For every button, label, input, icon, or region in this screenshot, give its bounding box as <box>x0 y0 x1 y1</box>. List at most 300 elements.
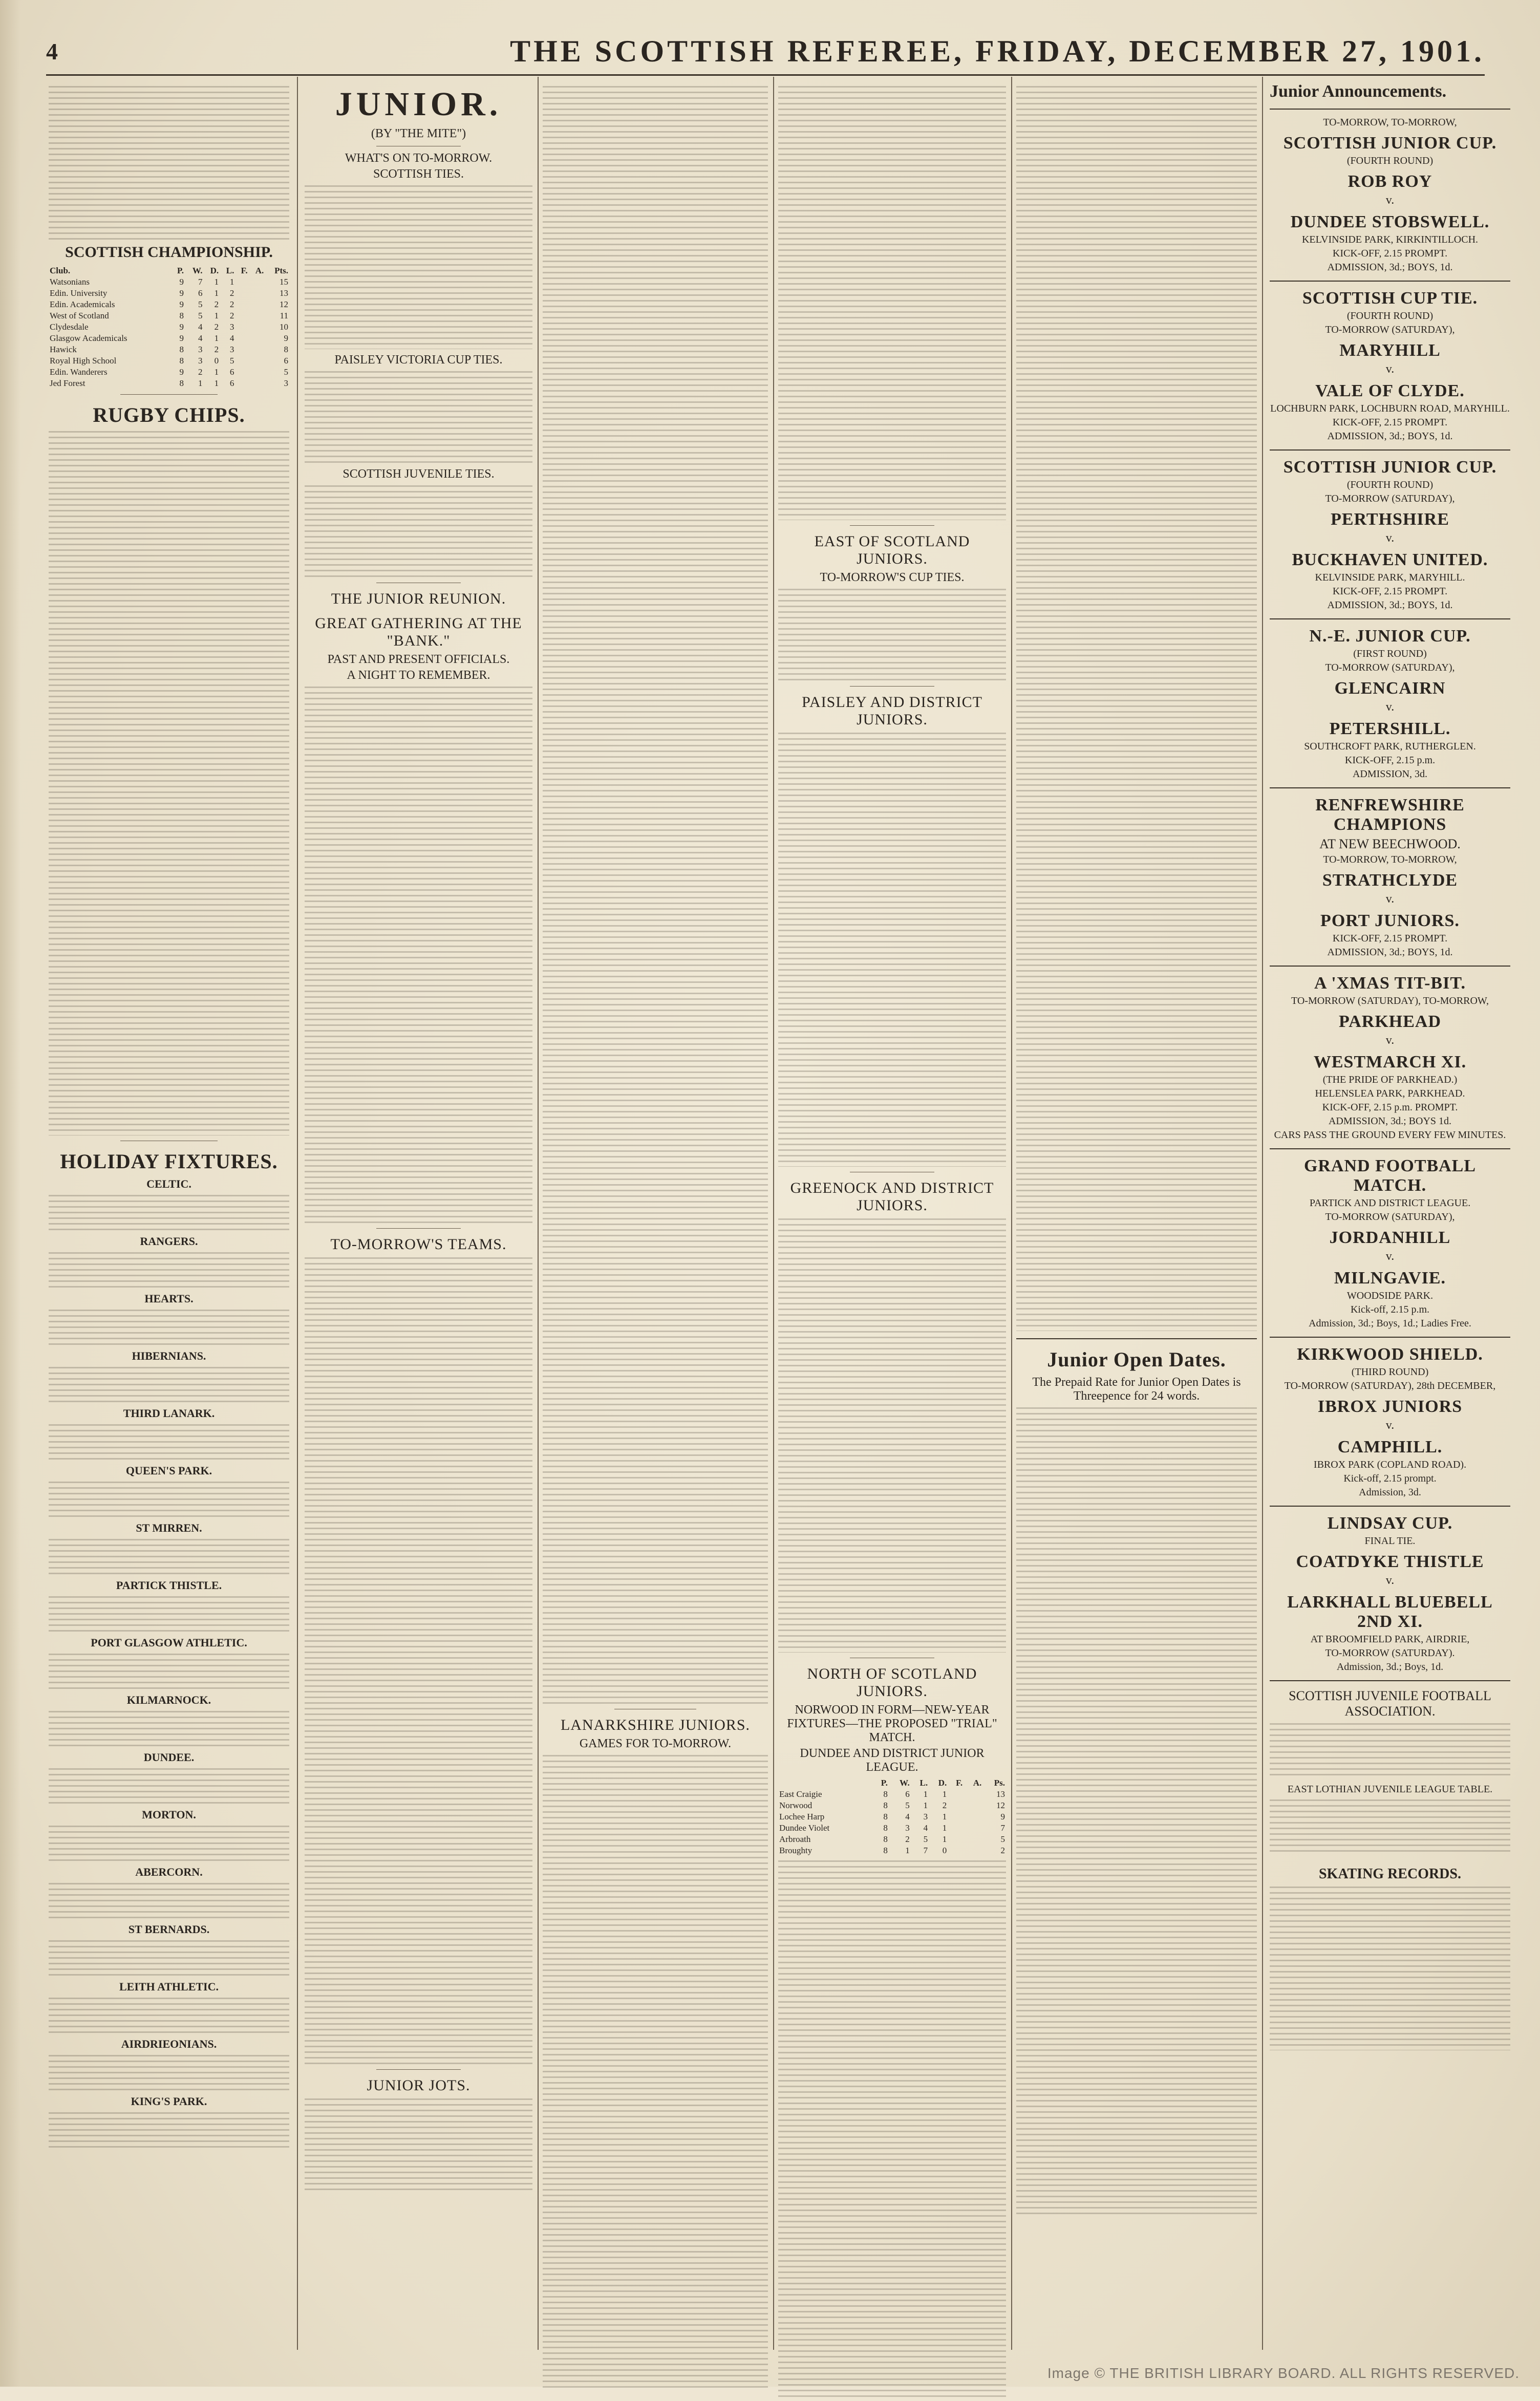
fixture-team-heading: PORT GLASGOW ATHLETIC. <box>91 1636 247 1649</box>
fixture-team-heading: KING'S PARK. <box>131 2095 207 2108</box>
away-team: PORT JUNIORS. <box>1320 911 1460 930</box>
table-cell: 1 <box>214 378 219 388</box>
table-cell: 8 <box>883 1800 888 1810</box>
table-cell <box>249 378 265 389</box>
transport-note: CARS PASS THE GROUND EVERY FEW MINUTES. <box>1274 1129 1506 1141</box>
match-date: TO-MORROW, TO-MORROW, <box>1323 854 1457 865</box>
table-cell: 1 <box>214 367 219 377</box>
table-cell <box>235 299 248 310</box>
home-team: PARKHEAD <box>1338 1012 1442 1031</box>
table-row <box>778 1811 1006 1823</box>
versus: v. <box>1385 1250 1395 1263</box>
fixture-team-heading: DUNDEE. <box>143 1751 195 1764</box>
away-team: VALE OF CLYDE. <box>1315 381 1465 400</box>
table-cell: Norwood <box>779 1800 812 1810</box>
teams-text-block <box>305 1798 532 2064</box>
versus: v. <box>1385 700 1395 714</box>
jots-heading: JUNIOR JOTS. <box>367 2077 470 2094</box>
table-cell: 2 <box>229 299 234 309</box>
table-row <box>778 1789 1006 1800</box>
table-cell: 3 <box>905 1823 910 1833</box>
east-heading: EAST OF SCOTLAND JUNIORS. <box>814 533 970 567</box>
open-dates-list <box>1016 1948 1257 2214</box>
open-dates-list <box>1016 1678 1257 1944</box>
table-cell: 3 <box>284 378 288 388</box>
table-cell <box>235 310 248 321</box>
table-cell: 1 <box>942 1789 947 1799</box>
table-row <box>49 276 289 288</box>
announcement-title: SCOTTISH JUVENILE FOOTBALL ASSOCIATION. <box>1289 1688 1491 1719</box>
divider <box>1270 109 1510 110</box>
divider <box>1270 449 1510 451</box>
table-row <box>49 299 289 310</box>
table-cell: 6 <box>198 288 203 298</box>
match-date: TO-MORROW (SATURDAY), <box>1325 493 1455 504</box>
away-team: PETERSHILL. <box>1329 719 1451 738</box>
announcement-title: RENFREWSHIRE CHAMPIONS <box>1315 796 1465 834</box>
versus: v. <box>1385 892 1395 906</box>
table-title: EAST LOTHIAN JUVENILE LEAGUE TABLE. <box>1287 1784 1493 1795</box>
table-cell: 3 <box>229 322 234 332</box>
table-cell: 5 <box>923 1834 928 1844</box>
table-cell <box>964 1811 982 1823</box>
table-cell: 13 <box>280 288 288 298</box>
junior-heading: JUNIOR. <box>335 85 502 123</box>
table-cell: 8 <box>883 1789 888 1799</box>
article-text-block <box>543 1167 768 1433</box>
open-dates-heading: Junior Open Dates. <box>1047 1348 1226 1371</box>
divider <box>376 1228 461 1229</box>
column-rule <box>297 77 298 2350</box>
table-header-cell: W. <box>192 266 203 275</box>
table-row <box>49 333 289 344</box>
home-team: MARYHILL <box>1339 341 1441 360</box>
fixture-lines <box>49 1711 289 1747</box>
admission: Admission, 3d.; Boys, 1d. <box>1336 1661 1444 1673</box>
versus: v. <box>1385 194 1395 207</box>
cup-ties-list <box>778 589 1006 681</box>
venue: KELVINSIDE PARK, KIRKINTILLOCH. <box>1301 234 1479 245</box>
article-text-block <box>49 972 289 1135</box>
table-header-cell: P. <box>177 266 184 275</box>
admission: Admission, 3d.; Boys, 1d.; Ladies Free. <box>1309 1318 1471 1329</box>
table-cell: 8 <box>284 345 288 354</box>
table-header-cell: D. <box>210 266 219 275</box>
article-text-block <box>543 2121 768 2388</box>
fixture-team-heading: HIBERNIANS. <box>132 1349 206 1362</box>
divider <box>1270 1680 1510 1681</box>
table-cell: Hawick <box>50 345 77 354</box>
table-row <box>778 1800 1006 1811</box>
page-edge-shadow <box>0 0 20 2387</box>
table-cell <box>249 288 265 299</box>
table-cell: 1 <box>942 1823 947 1833</box>
divider <box>376 2069 461 2070</box>
cup-round: (FOURTH ROUND) <box>1346 155 1434 166</box>
table-cell: 5 <box>1000 1834 1005 1844</box>
divider <box>120 394 218 395</box>
table-cell <box>235 321 248 333</box>
fixture-lines <box>49 2112 289 2148</box>
table-cell: Clydesdale <box>50 322 89 332</box>
admission: ADMISSION, 3d.; BOYS 1d. <box>1328 1116 1452 1127</box>
table-cell: 2 <box>214 345 219 354</box>
fixture-team-heading: PARTICK THISTLE. <box>116 1579 222 1592</box>
games-list <box>543 1755 768 1847</box>
article-text-block <box>1016 627 1257 893</box>
announcement-title: LINDSAY CUP. <box>1327 1514 1453 1533</box>
table-header-cell: D. <box>938 1778 947 1788</box>
reunion-subheading: GREAT GATHERING AT THE "BANK." <box>315 615 522 649</box>
table-cell: 5 <box>198 299 203 309</box>
match-date: TO-MORROW (SATURDAY), <box>1325 1211 1455 1223</box>
divider <box>1270 1148 1510 1149</box>
announcement-title: A 'XMAS TIT-BIT. <box>1314 974 1466 993</box>
cup-title: SCOTTISH JUNIOR CUP. <box>1283 458 1497 477</box>
table-cell: 2 <box>229 311 234 320</box>
masthead-rule <box>46 74 1485 76</box>
image-credit: Image © THE BRITISH LIBRARY BOARD. ALL RIGHTS RESERVED. <box>1047 2365 1520 2381</box>
match-date: TO-MORROW (SATURDAY), TO-MORROW, <box>1291 995 1489 1006</box>
article-text-block <box>1016 1167 1257 1331</box>
league-table-header <box>49 265 289 276</box>
table-cell: 2 <box>1000 1846 1005 1855</box>
divider <box>1270 1337 1510 1338</box>
versus: v. <box>1385 1419 1395 1432</box>
fixture-team-heading: ST MIRREN. <box>136 1521 202 1534</box>
table-cell <box>235 344 248 355</box>
home-team: ROB ROY <box>1348 172 1432 191</box>
column-rule <box>1011 77 1012 2350</box>
table-cell: 6 <box>229 378 234 388</box>
table-cell: Broughty <box>779 1846 812 1855</box>
table-cell: Glasgow Academicals <box>50 333 127 343</box>
divider <box>1016 1338 1257 1339</box>
byline: (BY "THE MITE") <box>371 127 466 140</box>
skating-heading: SKATING RECORDS. <box>1319 1866 1461 1882</box>
greenock-heading: GREENOCK AND DISTRICT JUNIORS. <box>790 1180 994 1214</box>
fixture-lines <box>49 1310 289 1345</box>
table-cell: Lochee Harp <box>779 1812 825 1821</box>
article-text-block <box>543 86 768 352</box>
divider <box>1270 1506 1510 1507</box>
article-text-block <box>1016 897 1257 1163</box>
fixture-lines <box>49 1482 289 1517</box>
fixture-lines <box>49 1596 289 1632</box>
divider <box>1270 618 1510 619</box>
table-cell: 9 <box>284 333 288 343</box>
table-cell: 0 <box>942 1846 947 1855</box>
open-dates-list <box>1016 1407 1257 1674</box>
kickoff: Kick-off, 2.15 prompt. <box>1343 1473 1437 1484</box>
fixture-lines <box>49 1826 289 1861</box>
venue: HELENSLEA PARK, PARKHEAD. <box>1315 1088 1465 1099</box>
table-cell <box>249 344 265 355</box>
table-cell: Arbroath <box>779 1834 811 1844</box>
fixture-team-heading: RANGERS. <box>140 1235 198 1248</box>
fixture-lines <box>49 1654 289 1689</box>
fixture-team-heading: HEARTS. <box>144 1292 194 1305</box>
cup-round: (FOURTH ROUND) <box>1346 310 1434 321</box>
table-cell <box>249 321 265 333</box>
home-team: PERTHSHIRE <box>1331 510 1449 529</box>
table-cell: 8 <box>883 1812 888 1821</box>
fixture-lines <box>49 1768 289 1804</box>
fixture-lines <box>49 1883 289 1919</box>
table-cell: 2 <box>214 299 219 309</box>
table-cell: 7 <box>1000 1823 1005 1833</box>
teams-text-block <box>305 1257 532 1524</box>
paisley-heading: PAISLEY AND DISTRICT JUNIORS. <box>802 694 982 728</box>
kickoff: KICK-OFF, 2.15 PROMPT. <box>1332 248 1448 259</box>
fixture-lines <box>49 1539 289 1575</box>
table-cell: 8 <box>883 1823 888 1833</box>
table-cell <box>235 355 248 367</box>
table-cell <box>964 1800 982 1811</box>
fixture-lines <box>49 1998 289 2033</box>
table-cell: 12 <box>280 299 288 309</box>
table-cell <box>948 1834 964 1845</box>
cup-title: SCOTTISH CUP TIE. <box>1302 289 1478 308</box>
divider <box>1270 281 1510 282</box>
table-cell <box>249 310 265 321</box>
whats-on-heading: WHAT'S ON TO-MORROW. <box>345 152 493 165</box>
table-header-cell: A. <box>255 266 264 275</box>
article-text-block <box>543 1851 768 2117</box>
fixture-lines <box>49 1195 289 1231</box>
table-cell: 1 <box>214 288 219 298</box>
table-cell: 1 <box>942 1834 947 1844</box>
table-row <box>778 1823 1006 1834</box>
masthead <box>46 31 1485 72</box>
article-text-block <box>778 1860 1006 2127</box>
venue: AT BROOMFIELD PARK, AIRDRIE, <box>1310 1634 1470 1645</box>
table-cell <box>235 288 248 299</box>
fixture-team-heading: MORTON. <box>142 1808 196 1821</box>
league-table <box>49 265 289 389</box>
dundee-table-header <box>778 1777 1006 1789</box>
table-cell: 5 <box>229 356 234 366</box>
article-text-block <box>49 86 289 240</box>
table-cell: 1 <box>214 311 219 320</box>
ties-heading: PAISLEY VICTORIA CUP TIES. <box>334 353 503 367</box>
table-cell: 8 <box>883 1846 888 1855</box>
kickoff: KICK-OFF, 2.15 PROMPT. <box>1332 933 1448 944</box>
fixture-team-heading: ST BERNARDS. <box>128 1923 210 1936</box>
fixture-lines <box>49 1940 289 1976</box>
article-text-block <box>49 701 289 968</box>
announcement-line: TO-MORROW, TO-MORROW, <box>1323 117 1457 128</box>
table-row <box>49 378 289 389</box>
table-cell: Edin. Wanderers <box>50 367 108 377</box>
announcement-subtitle: AT NEW BEECHWOOD. <box>1319 837 1461 851</box>
table-cell <box>249 299 265 310</box>
article-text-block <box>1016 86 1257 352</box>
table-cell: 9 <box>1000 1812 1005 1821</box>
cup-round: (FIRST ROUND) <box>1353 648 1427 659</box>
article-text-block <box>305 687 532 953</box>
table-cell: 7 <box>923 1846 928 1855</box>
table-row <box>778 1834 1006 1845</box>
article-text-block <box>543 1438 768 1704</box>
cup-round: (THIRD ROUND) <box>1351 1366 1429 1378</box>
table-header-cell: L. <box>919 1778 928 1788</box>
table-cell: 3 <box>923 1812 928 1821</box>
table-cell: 1 <box>214 333 219 343</box>
table-cell: 2 <box>198 367 203 377</box>
column-rule <box>773 77 774 2350</box>
table-cell <box>249 355 265 367</box>
table-cell: 2 <box>905 1834 910 1844</box>
table-cell <box>948 1845 964 1856</box>
table-cell: 6 <box>905 1789 910 1799</box>
admission: ADMISSION, 3d.; BOYS, 1d. <box>1327 431 1453 442</box>
venue: IBROX PARK (COPLAND ROAD). <box>1313 1459 1467 1470</box>
table-cell: Watsonians <box>50 277 90 287</box>
match-date: TO-MORROW (SATURDAY), <box>1325 324 1455 335</box>
lanarkshire-subheading: GAMES FOR TO-MORROW. <box>579 1737 732 1750</box>
lanarkshire-heading: LANARKSHIRE JUNIORS. <box>560 1717 751 1733</box>
masthead-title: THE SCOTTISH REFEREE, FRIDAY, DECEMBER 27, 1901. <box>510 34 1485 68</box>
home-team: STRATHCLYDE <box>1322 871 1458 890</box>
north-heading: NORTH OF SCOTLAND JUNIORS. <box>807 1665 977 1700</box>
away-team: LARKHALL BLUEBELL 2ND XI. <box>1287 1593 1493 1631</box>
table-cell <box>964 1823 982 1834</box>
article-text-block <box>543 356 768 623</box>
article-text-block <box>778 1218 1006 1485</box>
table-header-cell: F. <box>956 1778 963 1788</box>
table-cell: 3 <box>198 356 203 366</box>
north-table-title: DUNDEE AND DISTRICT JUNIOR LEAGUE. <box>800 1747 985 1774</box>
table-cell <box>249 367 265 378</box>
home-team: IBROX JUNIORS <box>1317 1397 1463 1416</box>
table-cell: 8 <box>179 345 184 354</box>
away-team: DUNDEE STOBSWELL. <box>1290 212 1490 231</box>
versus: v. <box>1385 362 1395 376</box>
table-cell: 5 <box>284 367 288 377</box>
kickoff: KICK-OFF, 2.15 p.m. <box>1344 755 1436 766</box>
league-table-title: SCOTTISH CHAMPIONSHIP. <box>65 244 273 261</box>
table-row <box>49 321 289 333</box>
announcement-text-block <box>1270 1723 1510 1780</box>
table-cell: 3 <box>198 345 203 354</box>
home-team: GLENCAIRN <box>1334 679 1446 698</box>
table-cell: 8 <box>179 356 184 366</box>
column-2 <box>305 82 532 2195</box>
table-header-cell: Pts. <box>274 266 288 275</box>
away-team: CAMPHILL. <box>1337 1438 1443 1456</box>
cup-round: (FOURTH ROUND) <box>1346 479 1434 490</box>
table-header-cell: W. <box>900 1778 910 1788</box>
table-cell: Dundee Violet <box>779 1823 830 1833</box>
article-text-block <box>778 1489 1006 1653</box>
east-subheading: TO-MORROW'S CUP TIES. <box>820 571 965 584</box>
fixture-lines <box>49 2055 289 2091</box>
home-team: JORDANHILL <box>1329 1228 1451 1247</box>
night-heading: A NIGHT TO REMEMBER. <box>347 669 490 682</box>
table-cell: 9 <box>179 322 184 332</box>
table-cell: 9 <box>179 277 184 287</box>
table-cell <box>948 1800 964 1811</box>
table-cell: 2 <box>229 288 234 298</box>
announcements-heading: Junior Announcements. <box>1270 82 1447 101</box>
away-team: MILNGAVIE. <box>1334 1269 1446 1288</box>
article-text-block <box>778 733 1006 999</box>
table-header-cell: Club. <box>50 266 71 275</box>
venue: WOODSIDE PARK. <box>1346 1290 1434 1301</box>
admission: ADMISSION, 3d. <box>1352 768 1428 780</box>
match-date: TO-MORROW (SATURDAY), 28th DECEMBER, <box>1284 1380 1496 1391</box>
table-cell: West of Scotland <box>50 311 109 320</box>
team-note: (THE PRIDE OF PARKHEAD.) <box>1322 1074 1458 1085</box>
versus: v. <box>1385 1034 1395 1047</box>
teams-heading: TO-MORROW'S TEAMS. <box>330 1236 507 1253</box>
league-table-body <box>49 276 289 389</box>
table-cell: 10 <box>280 322 288 332</box>
article-text-block <box>305 957 532 1223</box>
reunion-heading: THE JUNIOR REUNION. <box>331 590 506 607</box>
article-text-block <box>778 1003 1006 1167</box>
cup-title: SCOTTISH JUNIOR CUP. <box>1283 134 1497 153</box>
north-subheading: NORWOOD IN FORM—NEW-YEAR FIXTURES—THE PROPOSED "TRIAL" MATCH. <box>787 1703 997 1744</box>
fixture-team-heading: ABERCORN. <box>135 1866 203 1878</box>
table-row <box>49 344 289 355</box>
table-cell: 1 <box>198 378 203 388</box>
table-cell: 1 <box>923 1800 928 1810</box>
table-cell: 1 <box>214 277 219 287</box>
page-number: 4 <box>46 38 58 65</box>
table-cell: 5 <box>198 311 203 320</box>
table-cell <box>948 1811 964 1823</box>
admission: ADMISSION, 3d.; BOYS, 1d. <box>1327 947 1453 958</box>
dundee-league-table <box>778 1777 1006 1856</box>
kickoff: Kick-off, 2.15 p.m. <box>1350 1304 1430 1315</box>
cup-title: N.-E. JUNIOR CUP. <box>1309 627 1471 646</box>
league-table-block <box>1270 1799 1510 1856</box>
table-cell: 15 <box>280 277 288 287</box>
table-cell: 11 <box>280 311 288 320</box>
match-date: TO-MORROW (SATURDAY), <box>1325 662 1455 673</box>
admission: Admission, 3d. <box>1359 1487 1421 1498</box>
table-cell: 1 <box>229 277 234 287</box>
table-cell: 1 <box>942 1812 947 1821</box>
ties-list <box>305 185 532 349</box>
fixture-lines <box>49 1367 289 1403</box>
column-5 <box>1016 82 1257 2218</box>
fixture-team-heading: CELTIC. <box>146 1177 191 1190</box>
table-header-cell: Ps. <box>994 1778 1005 1788</box>
column-rule <box>1262 77 1263 2350</box>
rugby-heading: RUGBY CHIPS. <box>93 403 245 426</box>
ties-heading: SCOTTISH TIES. <box>373 167 464 181</box>
table-cell <box>235 378 248 389</box>
table-cell: 5 <box>905 1800 910 1810</box>
table-cell: 8 <box>179 311 184 320</box>
table-cell <box>948 1789 964 1800</box>
table-cell: 4 <box>198 333 203 343</box>
table-cell: 1 <box>905 1846 910 1855</box>
table-row <box>778 1845 1006 1856</box>
table-cell: 8 <box>883 1834 888 1844</box>
table-cell: 9 <box>179 299 184 309</box>
article-text-block <box>778 356 1006 520</box>
table-cell <box>964 1834 982 1845</box>
table-cell: Edin. Academicals <box>50 299 115 309</box>
table-cell <box>948 1823 964 1834</box>
versus: v. <box>1385 531 1395 545</box>
ties-list <box>305 371 532 463</box>
kickoff: KICK-OFF, 2.15 PROMPT. <box>1332 417 1448 428</box>
